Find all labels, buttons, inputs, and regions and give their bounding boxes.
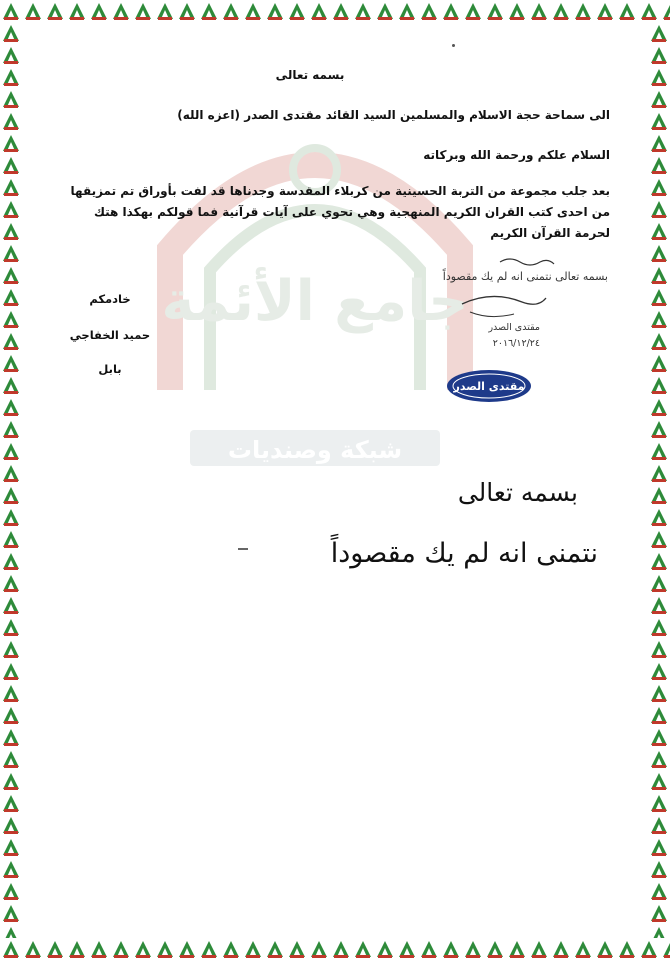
decorative-border-right <box>648 22 670 938</box>
handwritten-note: بسمه تعالى نتمنى انه لم يك مقصوداً <box>442 270 608 283</box>
watermark-banner-text: شبكة وصنديات <box>227 436 403 464</box>
letter-heading: بسمه تعالى <box>275 68 345 82</box>
watermark-logo-text: جامع الأئمة <box>161 269 469 334</box>
decorative-border-left <box>0 22 22 938</box>
letter-address: الى سماحة حجة الاسلام والمسلمين السيد القائد مقتدى الصدر (اعزه الله) <box>177 108 610 122</box>
letter-body-line: لحرمة القرآن الكريم <box>490 226 610 240</box>
stray-mark <box>238 548 248 550</box>
official-seal <box>445 368 533 404</box>
signature-name: حميد الخفاجي <box>69 328 151 342</box>
decorative-border-top <box>0 0 670 22</box>
letter-body-line: بعد جلب مجموعة من التربة الحسينية من كربلاء المقدسة وجدناها قد لفت بأوراق تم تمزيقها <box>70 184 610 198</box>
handwritten-date: ٢٠١٦/١٢/٢٤ <box>492 338 540 349</box>
letter-greeting: السلام علكم ورحمة الله وبركاته <box>423 148 610 162</box>
reply-heading: بسمه تعالى <box>457 478 578 507</box>
handwritten-reply <box>440 252 610 362</box>
stray-dot <box>452 44 455 47</box>
signature-city: بابل <box>98 362 122 376</box>
seal-text: مقتدى الصدر <box>453 380 525 393</box>
handwritten-signature-name: مقتدى الصدر <box>488 322 540 333</box>
reply-text: نتمنى انه لم يك مقصوداً <box>330 538 598 569</box>
letter-body-line: من احدى كتب القران الكريم المنهجية وهي تحوي على آيات قرآنية فما قولكم بهكذا هتك <box>93 205 610 219</box>
watermark-logo <box>150 60 480 480</box>
signature-closing: خادمكم <box>89 292 131 306</box>
decorative-border-bottom <box>0 938 670 960</box>
